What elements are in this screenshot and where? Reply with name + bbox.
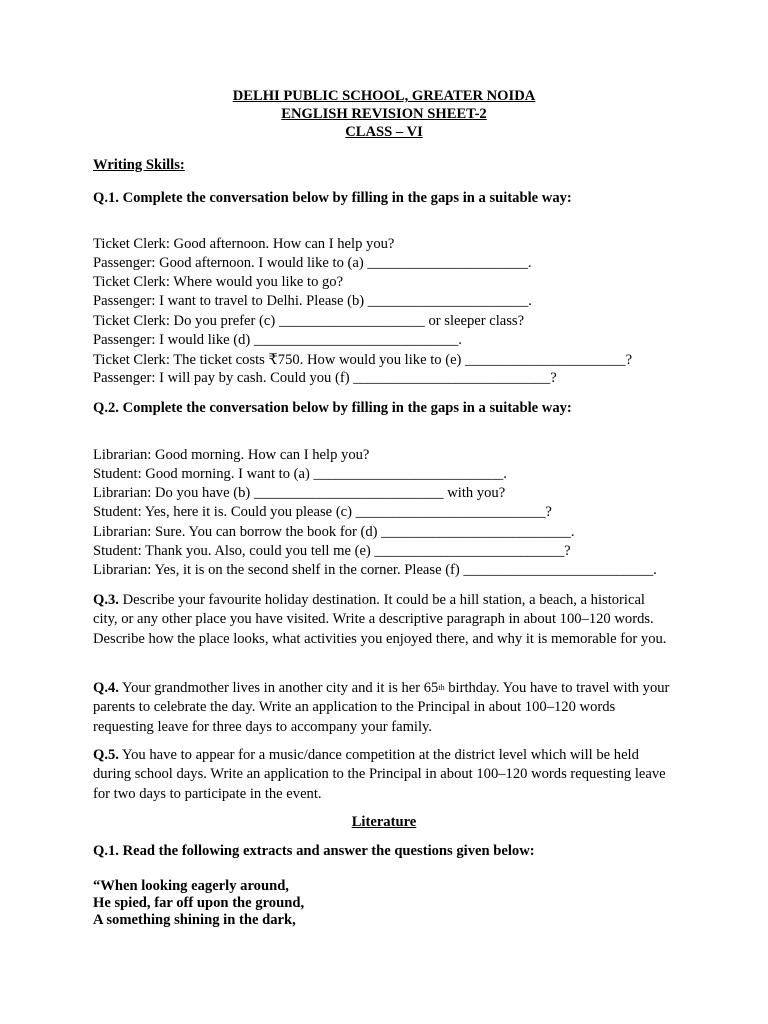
q3-label: Q.3. [93,592,119,608]
conversation-line: Student: Yes, here it is. Could you please (c) __________________________? [93,504,552,520]
q3-text: Describe your favourite holiday destination. It could be a hill station, a beach, a historical city, or any other place you have visited. Write a descriptive paragraph in about 100–120 words. Describe how the place looks, what activities you enjoyed there, and why it is memorable for you. [93,592,667,647]
extract-line: He spied, far off upon the ground, [93,895,305,911]
q3-paragraph [93,591,673,649]
conversation-line: Librarian: Yes, it is on the second shelf in the corner. Please (f) __________________________. [93,562,657,578]
conversation-line: Passenger: Good afternoon. I would like to (a) ______________________. [93,255,532,271]
q5-paragraph [93,746,673,804]
conversation-line: Passenger: I want to travel to Delhi. Please (b) ______________________. [93,293,532,309]
conversation-line: Student: Good morning. I want to (a) __________________________. [93,466,507,482]
q1-prompt: Q.1. Complete the conversation below by filling in the gaps in a suitable way: [93,190,572,206]
sheet-title: ENGLISH REVISION SHEET-2 [281,106,487,122]
q4-label: Q.4. [93,680,119,696]
extract-line: A something shining in the dark, [93,912,296,928]
q5-text: You have to appear for a music/dance competition at the district level which will be held during school days. Write an application to the Principal in about 100–120 words requesting leave for two days to participate in the event. [93,747,666,802]
conversation-line: Ticket Clerk: Good afternoon. How can I help you? [93,236,395,252]
q4-superscript: th [438,683,445,692]
q4-text-before: Your grandmother lives in another city and it is her 65 [118,680,439,696]
conversation-line: Librarian: Sure. You can borrow the book for (d) __________________________. [93,524,575,540]
q5-label: Q.5. [93,747,119,763]
q4-text-after: birthday. You have to travel with your parents to celebrate the day. Write an application to the Principal in about 100–120 words requesting leave for three days to accompany your family. [93,680,670,735]
school-name: DELHI PUBLIC SCHOOL, GREATER NOIDA [232,88,536,104]
conversation-line: Passenger: I would like (d) ____________________________. [93,332,462,348]
conversation-line: Student: Thank you. Also, could you tell me (e) __________________________? [93,543,571,559]
q2-prompt: Q.2. Complete the conversation below by filling in the gaps in a suitable way: [93,400,572,416]
conversation-line: Ticket Clerk: Where would you like to go? [93,274,344,290]
class-title: CLASS – VI [345,124,423,140]
literature-q1-prompt: Q.1. Read the following extracts and answer the questions given below: [93,843,535,859]
extract-line: “When looking eagerly around, [93,878,289,894]
writing-skills-heading: Writing Skills: [93,157,185,173]
conversation-line: Librarian: Do you have (b) __________________________ with you? [93,485,506,501]
conversation-line: Ticket Clerk: The ticket costs ₹750. How would you like to (e) ______________________? [93,352,633,368]
literature-heading: Literature [351,814,417,830]
conversation-line: Ticket Clerk: Do you prefer (c) ____________________ or sleeper class? [93,313,525,329]
conversation-line: Librarian: Good morning. How can I help you? [93,447,370,463]
conversation-line: Passenger: I will pay by cash. Could you (f) ___________________________? [93,370,557,386]
q4-paragraph [93,679,673,737]
